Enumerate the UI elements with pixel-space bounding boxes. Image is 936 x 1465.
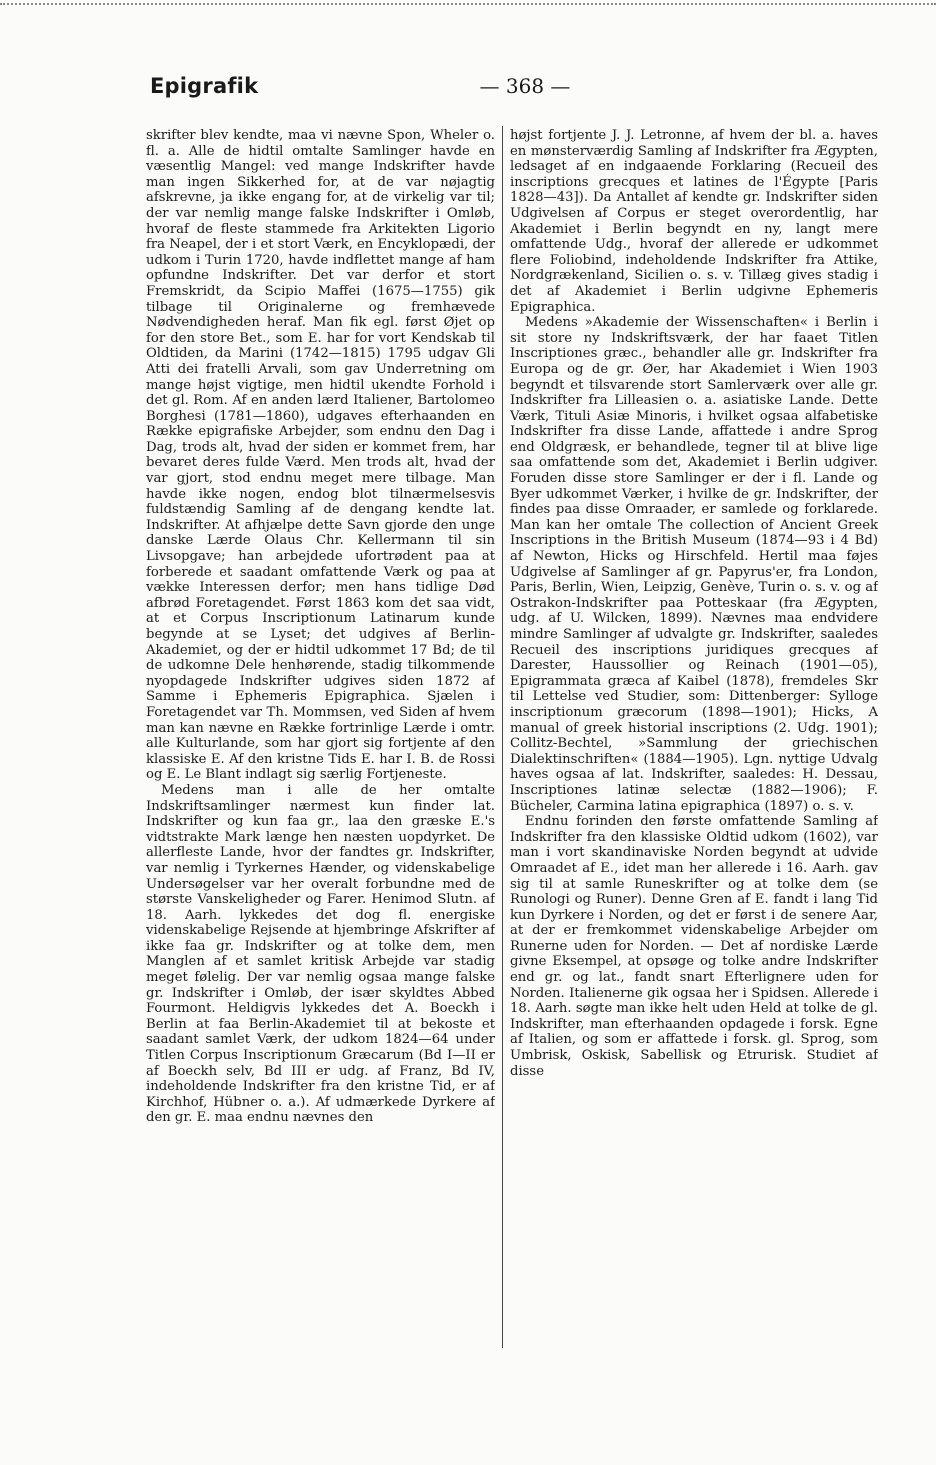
- page-title: Epigrafik: [150, 74, 259, 98]
- page-number: — 368 —: [479, 74, 571, 98]
- right-column: [510, 128, 878, 1348]
- right-paragraph-2: Medens »Akademie der Wissenschaften« i Berlin i sit store ny Indskriftsværk, der har faaet Titlen Inscriptiones græc., behandler alle gr. Indskrifter fra Europa og de gr. Øer, har Akademiet i Wien 1903 begyndt et tilsvarende stort Samlerværk over alle gr. Indskrifter fra Lilleasien o. a. asiatiske Lande. Dette Værk, Tituli Asiæ Minoris, i hvilket ogsaa alfabetiske Indskrifter fra disse Lande, affattede i andre Sprog end Oldgræsk, er behandlede, tegner til at blive lige saa omfattende som det, Akademiet i Berlin udgiver. Foruden disse store Samlinger er der i fl. Lande og Byer udkommet Værker, i hvilke de gr. Indskrifter, der findes paa disse Omraader, er samlede og forklarede. Man kan her omtale The collection of Ancient Greek Inscriptions in the British Museum (1874—93 i 4 Bd) af Newton, Hicks og Hirschfeld. Hertil maa føjes Udgivelse af Samlinger af gr. Papyrus'er, fra London, Paris, Berlin, Wien, Leipzig, Genève, Turin o. s. v. og af Ostrakon-Indskrifter paa Potteskaar (fra Ægypten, udg. af U. Wilcken, 1899). Nævnes maa endvidere mindre Samlinger af udvalgte gr. Indskrifter, saaledes Recueil des inscriptions juridiques grecques af Darester, Haussollier og Reinach (1901—05), Epigrammata græca af Kaibel (1878), fremdeles Skr til Lettelse ved Studier, som: Dittenberger: Sylloge inscriptionum græcorum (1898—1901); Hicks, A manual of greek historial inscriptions (2. Udg. 1901); Collitz-Bechtel, »Sammlung der griechischen Dialektinschriften« (1884—1905). Lgn. nyttige Udvalg haves ogsaa af lat. Indskrifter, saaledes: H. Dessau, Inscriptiones latinæ selectæ (1882—1906); F. Bücheler, Carmina latina epigraphica (1897) o. s. v.: [510, 315, 878, 814]
- column-divider: [502, 126, 503, 1348]
- right-paragraph-1: højst fortjente J. J. Letronne, af hvem der bl. a. haves en mønsterværdig Samling af Indskrifter fra Ægypten, ledsaget af en indgaaende Forklaring (Recueil des inscriptions grecques et latines de l'Égypte [Paris 1828—43]). Da Antallet af kendte gr. Indskrifter siden Udgivelsen af Corpus er steget overordentlig, har Akademiet i Berlin begyndt en ny, langt mere omfattende Udg., hvoraf der allerede er udkommet flere Foliobind, indeholdende Indskrifter fra Attike, Nordgrækenland, Sicilien o. s. v. Tillæg gives stadig i det af Akademiet i Berlin udgivne Ephemeris Epigraphica.: [510, 128, 878, 315]
- top-edge-rule: [0, 3, 936, 5]
- right-paragraph-3: Endnu forinden den første omfattende Samling af Indskrifter fra den klassiske Oldtid udkom (1602), var man i vort skandinaviske Norden begyndt at udvide Omraadet af E., idet man her allerede i 16. Aarh. gav sig til at samle Runeskrifter og at tolke dem (se Runologi og Runer). Denne Gren af E. fandt i lang Tid kun Dyrkere i Norden, og det er først i de senere Aar, at der er fremkommet videnskabelige Arbejder om Runerne uden for Norden. — Det af nordiske Lærde givne Eksempel, at opsøge og tolke andre Indskrifter end gr. og lat., fandt snart Efterlignere uden for Norden. Italienerne gik ogsaa her i Spidsen. Allerede i 18. Aarh. søgte man ikke helt uden Held at tolke de gl. Indskrifter, man efterhaanden opdagede i forsk. Egne af Italien, og som er affattede i forsk. gl. Sprog, som Umbrisk, Oskisk, Sabellisk og Etrurisk. Studiet af disse: [510, 814, 878, 1079]
- left-column: [146, 128, 495, 1348]
- left-paragraph-2: Medens man i alle de her omtalte Indskriftsamlinger nærmest kun finder lat. Indskrifter og kun faa gr., laa den græske E.'s vidtstrakte Mark længe hen næsten uopdyrket. De allerfleste Lande, hvor der fandtes gr. Indskrifter, var nemlig i Tyrkernes Hænder, og videnskabelige Undersøgelser var her overalt forbundne med de største Vanskeligheder og Farer. Henimod Slutn. af 18. Aarh. lykkedes det dog fl. energiske videnskabelige Rejsende at hjembringe Afskrifter af ikke faa gr. Indskrifter og at tolke dem, men Manglen af et samlet kritisk Arbejde var stadig meget følelig. Der var nemlig ogsaa mange falske gr. Indskrifter i Omløb, der især skyldtes Abbed Fourmont. Heldigvis lykkedes det A. Boeckh i Berlin at faa Berlin-Akademiet til at bekoste et saadant samlet Værk, der udkom 1824—64 under Titlen Corpus Inscriptionum Græcarum (Bd I—II er af Boeckh selv, Bd III er udg. af Franz, Bd IV, indeholdende Indskrifter fra den kristne Tid, er af Kirchhof, Hübner o. a.). Af udmærkede Dyrkere af den gr. E. maa endnu nævnes den: [146, 782, 495, 1126]
- page-header: [150, 74, 786, 106]
- left-paragraph-1: skrifter blev kendte, maa vi nævne Spon, Wheler o. fl. a. Alle de hidtil omtalte Samlinger havde en væsentlig Mangel: ved mange Indskrifter havde man ingen Sikkerhed for, at de var nøjagtig afskrevne, ja ikke engang for, at de virkelig var til; der var nemlig mange falske Indskrifter i Omløb, hvoraf de fleste stammede fra Arkitekten Ligorio fra Neapel, der i et stort Værk, en Encyklopædi, der udkom i Turin 1720, havde indflettet mange af ham opfundne Indskrifter. Det var derfor et stort Fremskridt, da Scipio Maffei (1675—1755) gik tilbage til Originalerne og fremhævede Nødvendigheden heraf. Man fik egl. først Øjet op for den store Bet., som E. har for vort Kendskab til Oldtiden, da Marini (1742—1815) 1795 udgav Gli Atti dei fratelli Arvali, som gav Underretning om mange højst vigtige, men hidtil ukendte Forhold i det gl. Rom. Af en anden lærd Italiener, Bartolomeo Borghesi (1781—1860), udgaves efterhaanden en Række epigrafiske Arbejder, som endnu den Dag i Dag, trods alt, hvad der siden er kommet frem, har bevaret deres fulde Værd. Men trods alt, hvad der var gjort, stod endnu meget mere tilbage. Man havde ikke nogen, endog blot tilnærmelsesvis fuldstændig Samling af de dengang kendte lat. Indskrifter. At afhjælpe dette Savn gjorde den unge danske Lærde Olaus Chr. Kellermann til sin Livsopgave; han arbejdede ufortrødent paa at forberede et saadant omfattende Værk og paa at vække Interessen derfor; men hans tidlige Død afbrød Foretagendet. Først 1863 kom det saa vidt, at et Corpus Inscriptionum Latinarum kunde begynde at se Lyset; det udgives af Berlin-Akademiet, og der er hidtil udkommet 17 Bd; de til de udkomne Dele henhørende, stadig tilkommende nyopdagede Indskrifter udgives siden 1872 af Samme i Ephemeris Epigraphica. Sjælen i Foretagendet var Th. Mommsen, ved Siden af hvem man kan nævne en Række fortrinlige Lærde i omtr. alle Kulturlande, som har gjort sig fortjente af den klassiske E. Af den kristne Tids E. har I. B. de Rossi og E. Le Blant indlagt sig særlig Fortjeneste.: [146, 128, 495, 783]
